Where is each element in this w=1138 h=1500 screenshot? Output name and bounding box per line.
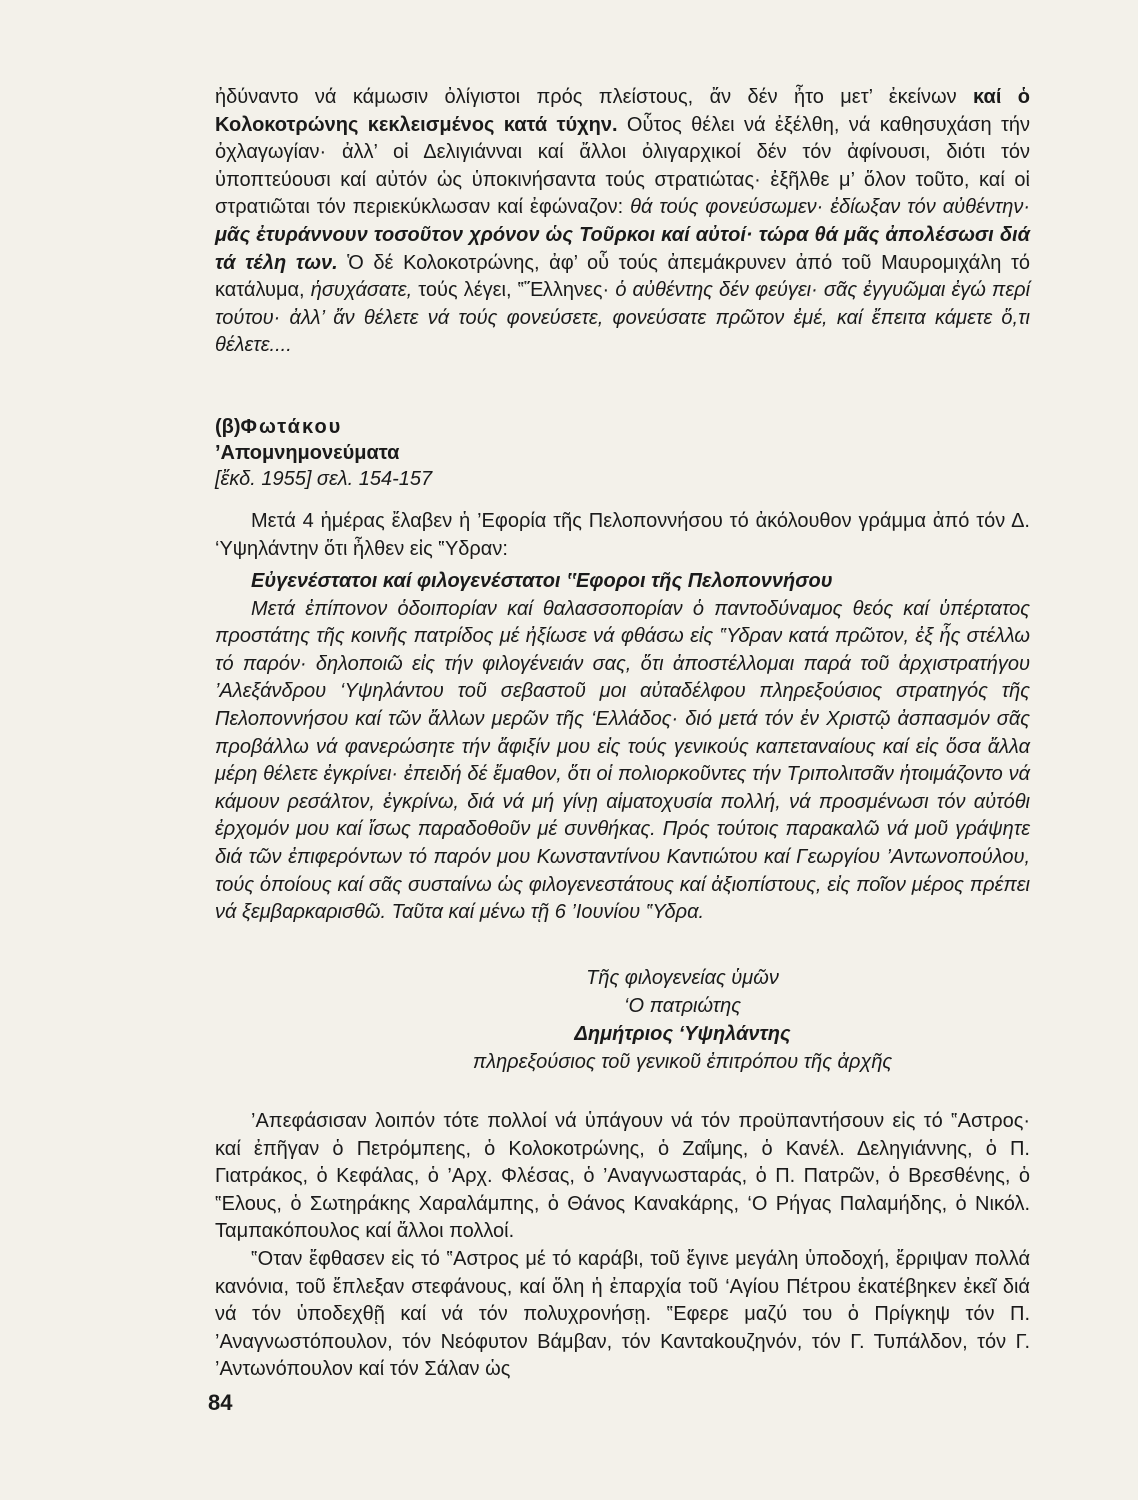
signature-title: πληρεξούσιος τοῦ γενικοῦ ἐπιτρόπου τῆς ἀρχῆς	[472, 1051, 893, 1073]
top-paragraph	[215, 84, 1030, 360]
signature: Δημήτριος ‘Υψηλάντης	[574, 1023, 791, 1045]
text-run: ἠδύναντο νά κάμωσιν ὀλίγιστοι πρός πλείστους, ἄν δέν ἦτο μετ’ ἐκείνων	[215, 86, 974, 108]
italic-run: θά τούς φονεύσωμεν· ἐδίωξαν τόν αὐθέντην·	[630, 196, 1030, 219]
bold-italic-run: μᾶς ἐτυράννουν τοσοῦτον χρόνον ὡς Τοῦρκοι καί αὐτοί· τώρα θά μᾶς ἀπολέσωσι διά τά τέλη των.	[215, 223, 1030, 274]
letter-closing	[215, 964, 1030, 1076]
closing-line-2: ‘Ο πατριώτης	[624, 995, 741, 1017]
italic-run: ὁ αὐθέντης δέν φεύγει· σᾶς ἐγγυῶμαι ἐγώ περί τούτου· ἀλλ’ ἄν θέλετε νά τούς φονεύσετε, φονεύσατε πρῶτον ἐμέ, καί ἔπειτα κάμετε ὅ,τι θέλετε....	[215, 279, 1031, 357]
intro-text: Μετά 4 ἡμέρας ἔλαβεν ἡ ’Εφορία τῆς Πελοποννήσου τό ἀκόλουθον γράμμα ἀπό τόν Δ. ‘Υψηλάντην ὅτι ἦλθεν εἰς ‟Υδραν:	[215, 510, 1030, 560]
source-edition: [ἔκδ. 1955] σελ. 154-157	[215, 468, 433, 490]
after-letter	[215, 1108, 1030, 1384]
source-label: (β)	[215, 416, 241, 438]
source-author: Φωτάκου	[240, 416, 343, 438]
page-number: 84	[208, 1390, 233, 1415]
after-paragraph-2: ‟Οταν ἔφθασεν εἰς τό ‟Αστρος μέ τό καράβι, τοῦ ἔγινε μεγάλη ὑποδοχή, ἔρριψαν πολλά κανόνια, τοῦ ἔπλεξαν στεφάνους, καί ὅλη ἡ ἐπαρχία τοῦ ‘Αγίου Πέτρου ἐκατέβηκεν ἐκεῖ διά νά τόν ὑποδεχθῇ καί νά τόν πολυχρονήσῃ. ‟Εφερε μαζύ του ὁ Πρίγκηψ τόν Π. ’Αναγνωστόπουλον, τόν Νεόφυτον Βάμβαν, τόν Κανταkουζηνόν, τόν Γ. Τυπάλδον, τόν Γ. ’Αντωνόπουλον καί τόν Σάλαν ὡς	[215, 1247, 1030, 1381]
italic-run: ἡσυχάσατε,	[310, 279, 413, 302]
after-paragraph-1: ’Απεφάσισαν λοιπόν τότε πολλοί νά ὑπάγουν νά τόν προϋπαντήσουν εἰς τό ‟Αστρος· καί ἐπῆγαν ὁ Πετρόμπεης, ὁ Κολοκοτρώνης, ὁ Ζαΐμης, ὁ Κανέλ. Δεληγιάννης, ὁ Π. Γιατράκος, ὁ Κεφάλας, ὁ ’Αρχ. Φλέσας, ὁ ’Αναγνωσταράς, ὁ Π. Πατρῶν, ὁ Βρεσθένης, ὁ ‟Ελους, ὁ Σωτηράκης Χαραλάμπης, ὁ Θάνος Καναkάρης, ‘Ο Ρήγας Παλαμήδης, ὁ Νικόλ. Ταμπακόπουλος καί ἄλλοι πολλοί.	[215, 1110, 1030, 1243]
source-author-line	[215, 414, 1030, 440]
source-block	[215, 414, 1030, 492]
letter	[215, 568, 1030, 927]
text-run: Οὗτος θέλει νά ἐξέλθη, νά καθησυχάση τήν ὀχλαγωγίαν· ἀλλ’ οἱ Δελιγιάνναι καί ἄλλοι ὀλιγαρχικοί δέν τόν ἀφίνουσι, διότι τόν ὑποπτεύουσι καί αὐτόν ὡς ὑποκινήσαντα τούς στρατιώτας· ἐξῆλθε μ’ ὅλον τοῦτο, καί οἱ στρατιῶται τόν περιεκύκλωσαν καί ἐφώναζον:	[215, 113, 1030, 219]
text-run: τούς λέγει, ‟Ἕλληνες·	[412, 279, 616, 302]
letter-body: Μετά ἐπίπονον ὁδοιπορίαν καί θαλασσοπορίαν ὁ παντοδύναμος θεός καί ὑπέρτατος προστάτης τῆς κοινῆς πατρίδος μέ ἠξίωσε νά φθάσω εἰς ‟Υδραν κατά πρῶτον, ἐξ ἧς στέλλω τό παρόν· δηλοποιῶ εἰς τήν φιλογένειάν σας, ὅτι ἀποστέλλομαι παρά τοῦ ἀρχιστρατήγου ’Αλεξάνδρου ‘Υψηλάντου τοῦ σεβαστοῦ μοι αὐταδέλφου πληρεξούσιος στρατηγός τῆς Πελοποννήσου καί τῶν ἄλλων μερῶν τῆς ‘Ελλάδος· διό μετά τόν ἐν Χριστῷ ἀσπασμόν σᾶς προβάλλω νά φανερώσητε τήν ἄφιξίν μου εἰς τούς γενικούς καπεταναίους καί εἰς ὅσα ἄλλα μέρη θέλετε ἐγκρίνει· ἐπειδή δέ ἔμαθον, ὅτι οἱ πολιορκοῦντες τήν Τριπολιτσᾶν ἡτοιμάζοντο νά κάμουν ρεσάλτον, ἐγκρίνω, διά νά μή γίνῃ αἱματοχυσία πολλή, νά προσμένωσι τόν αὐτόθι ἐρχομόν μου καί ἴσως παραδοθοῦν μέ συνθήκας. Πρός τούτοις παρακαλῶ νά μοῦ γράψητε διά τῶν ἐπιφερόντων τό παρόν μου Κωνσταντίνου Καντιώτου καί Γεωργίου ’Αντωνοπούλου, τούς ὁποίους καί σᾶς συσταίνω ὡς φιλογενεστάτους καί ἀξιοπίστους, εἰς ποῖον μέρος πρέπει νά ξεμβαρκαρισθῶ. Ταῦτα καί μένω τῇ 6 ’Ιουνίου ‟Υδρα.	[215, 597, 1030, 924]
letter-salutation: Εὐγενέστατοι καί φιλογενέστατοι ‟Εφοροι τῆς Πελοποννήσου	[251, 570, 833, 592]
closing-line-1: Τῆς φιλογενείας ὑμῶν	[586, 967, 779, 989]
top-paragraph-text	[215, 84, 1030, 360]
intro	[215, 508, 1030, 563]
text-run: Ὁ δέ Κολοκοτρώνης, ἀφ’ οὗ τούς ἀπεμάκρυνεν ἀπό τοῦ Μαυρομιχάλη τό κατάλυμα,	[215, 251, 1030, 302]
bold-run: καί ὁ Κολοκοτρώνης κεκλεισμένος κατά τύχην.	[215, 86, 1030, 136]
source-work: ’Απομνημονεύματα	[215, 442, 400, 464]
